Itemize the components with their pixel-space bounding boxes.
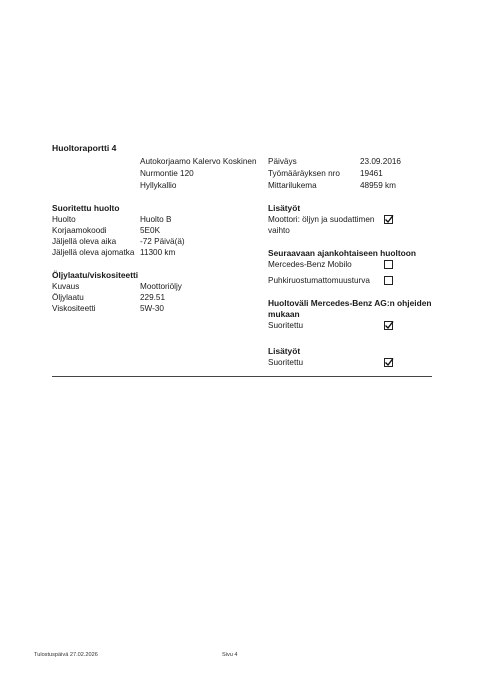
mobilo-checkbox[interactable] [384,260,393,269]
workshop-street: Nurmontie 120 [140,169,194,178]
extra-work2-done-label: Suoritettu [268,358,304,367]
workshop-name: Autokorjaamo Kalervo Koskinen [140,157,257,166]
date-label: Päiväys [268,157,297,166]
interval-heading-line2: mukaan [268,309,300,319]
checkmark-icon [384,357,394,367]
section-divider [52,376,432,377]
report-title: Huoltoraportti 4 [52,143,117,153]
extra-work2-heading: Lisätyöt [268,346,301,356]
remaining-time-label: Jäljellä oleva aika [52,237,117,246]
oil-description-label: Kuvaus [52,282,80,291]
mobilo-label: Mercedes-Benz Mobilo [268,260,352,269]
remaining-distance-label: Jäljellä oleva ajomatka [52,248,135,257]
interval-heading-line1: Huoltoväli Mercedes-Benz AG:n ohjeiden [268,298,432,308]
print-date: Tulostuspäivä 27.02.2026 [34,652,98,658]
extra-work-heading: Lisätyöt [268,203,301,213]
remaining-time-value: -72 Päivä(ä) [140,237,185,246]
interval-done-label: Suoritettu [268,321,304,330]
next-service-heading: Seuraavaan ajankohtaiseen huoltoon [268,248,416,258]
oil-description-value: Moottoriöljy [140,282,182,291]
oil-grade-label: Öljylaatu [52,293,84,302]
rust-warranty-checkbox[interactable] [384,276,393,285]
page-number: Sivu 4 [222,652,238,658]
extra-work2-checkbox[interactable] [384,358,393,367]
service-heading: Suoritettu huolto [52,203,120,213]
workshop-code-label: Korjaamokoodi [52,226,107,235]
remaining-distance-value: 11300 km [140,248,176,257]
odometer-label: Mittarilukema [268,181,317,190]
workshop-city: Hyllykallio [140,181,177,190]
viscosity-label: Viskositeetti [52,304,96,313]
date-value: 23.09.2016 [360,157,401,166]
extra-work-line1: Moottori: öljyn ja suodattimen [268,215,375,224]
viscosity-value: 5W-30 [140,304,164,313]
odometer-value: 48959 km [360,181,396,190]
oil-grade-value: 229.51 [140,293,166,302]
service-label: Huolto [52,215,76,224]
workshop-code-value: 5E0K [140,226,161,235]
checkmark-icon [384,214,394,224]
oil-heading: Öljylaatu/viskositeetti [52,270,139,280]
extra-work-line2: vaihto [268,226,290,235]
extra-work-checkbox[interactable] [384,215,393,224]
rust-warranty-label: Puhkiruostumattomuusturva [268,276,370,285]
work-order-value: 19461 [360,169,383,178]
checkmark-icon [384,320,394,330]
service-value: Huolto B [140,215,172,224]
interval-checkbox[interactable] [384,321,393,330]
work-order-label: Työmääräyksen nro [268,169,340,178]
